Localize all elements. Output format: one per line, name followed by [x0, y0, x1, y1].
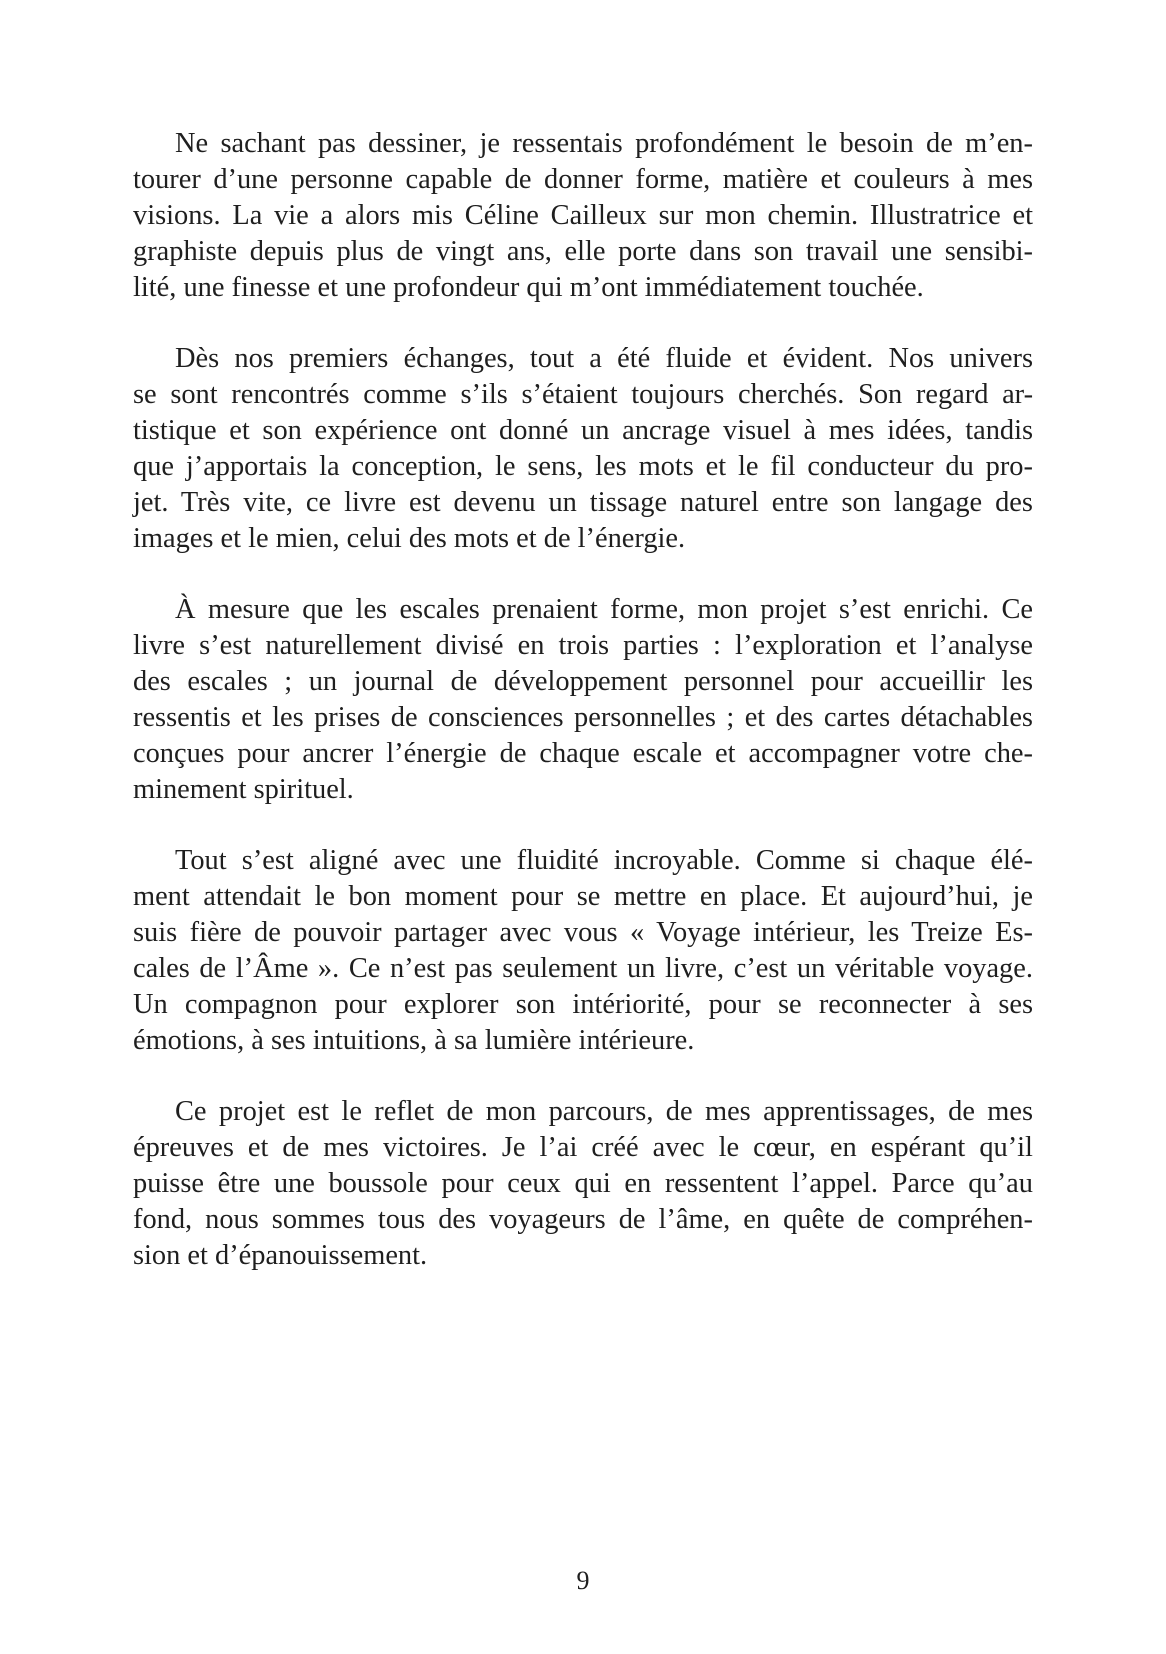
text-line: sion et d’épanouissement.: [133, 1240, 428, 1271]
text-line: des escales ; un journal de développement personnel pour accueillir les: [133, 666, 1033, 697]
text-line: jet. Très vite, ce livre est devenu un tissage naturel entre son langage des: [133, 487, 1033, 518]
text-line: livre s’est naturellement divisé en trois parties : l’exploration et l’analyse: [133, 630, 1033, 661]
paragraph-3: [133, 592, 1033, 808]
page-number: 9: [576, 1566, 590, 1595]
paragraph-4: [133, 843, 1033, 1059]
text-line: conçues pour ancrer l’énergie de chaque escale et accompagner votre che-: [133, 738, 1033, 769]
text-line: que j’apportais la conception, le sens, les mots et le fil conducteur du pro-: [133, 451, 1033, 482]
text-line: Ce projet est le reflet de mon parcours, de mes apprentissages, de mes: [175, 1096, 1034, 1127]
text-line: Un compagnon pour explorer son intériorité, pour se reconnecter à ses: [133, 989, 1034, 1020]
text-line: Tout s’est aligné avec une fluidité incroyable. Comme si chaque élé-: [175, 845, 1033, 876]
text-line: cales de l’Âme ». Ce n’est pas seulement un livre, c’est un véritable voyage.: [133, 953, 1033, 984]
text-line: Dès nos premiers échanges, tout a été fluide et évident. Nos univers: [175, 343, 1034, 374]
text-line: puisse être une boussole pour ceux qui en ressentent l’appel. Parce qu’au: [133, 1168, 1033, 1199]
text-line: suis fière de pouvoir partager avec vous « Voyage intérieur, les Treize Es-: [133, 917, 1033, 948]
text-line: visions. La vie a alors mis Céline Cailleux sur mon chemin. Illustratrice et: [133, 200, 1034, 231]
text-line: ment attendait le bon moment pour se mettre en place. Et aujourd’hui, je: [133, 881, 1033, 912]
paragraph-2: [133, 341, 1033, 557]
text-line: minement spirituel.: [133, 774, 354, 805]
text-line: graphiste depuis plus de vingt ans, elle porte dans son travail une sensibi-: [133, 236, 1034, 267]
paragraph-1: [133, 126, 1033, 306]
text-line: fond, nous sommes tous des voyageurs de l’âme, en quête de compréhen-: [133, 1204, 1033, 1235]
text-line: Ne sachant pas dessiner, je ressentais profondément le besoin de m’en-: [175, 128, 1033, 159]
page-body: [133, 126, 1033, 1309]
text-line: émotions, à ses intuitions, à sa lumière intérieure.: [133, 1025, 695, 1056]
text-line: images et le mien, celui des mots et de l’énergie.: [133, 523, 686, 554]
text-line: épreuves et de mes victoires. Je l’ai créé avec le cœur, en espérant qu’il: [133, 1132, 1033, 1163]
paragraph-5: [133, 1094, 1033, 1274]
text-line: À mesure que les escales prenaient forme, mon projet s’est enrichi. Ce: [175, 594, 1034, 625]
text-line: tourer d’une personne capable de donner forme, matière et couleurs à mes: [133, 164, 1034, 195]
text-line: ressentis et les prises de consciences personnelles ; et des cartes détachables: [133, 702, 1033, 733]
text-line: se sont rencontrés comme s’ils s’étaient toujours cherchés. Son regard ar-: [133, 379, 1034, 410]
text-line: lité, une finesse et une profondeur qui m’ont immédiatement touchée.: [133, 272, 924, 303]
text-line: tistique et son expérience ont donné un ancrage visuel à mes idées, tandis: [133, 415, 1034, 446]
